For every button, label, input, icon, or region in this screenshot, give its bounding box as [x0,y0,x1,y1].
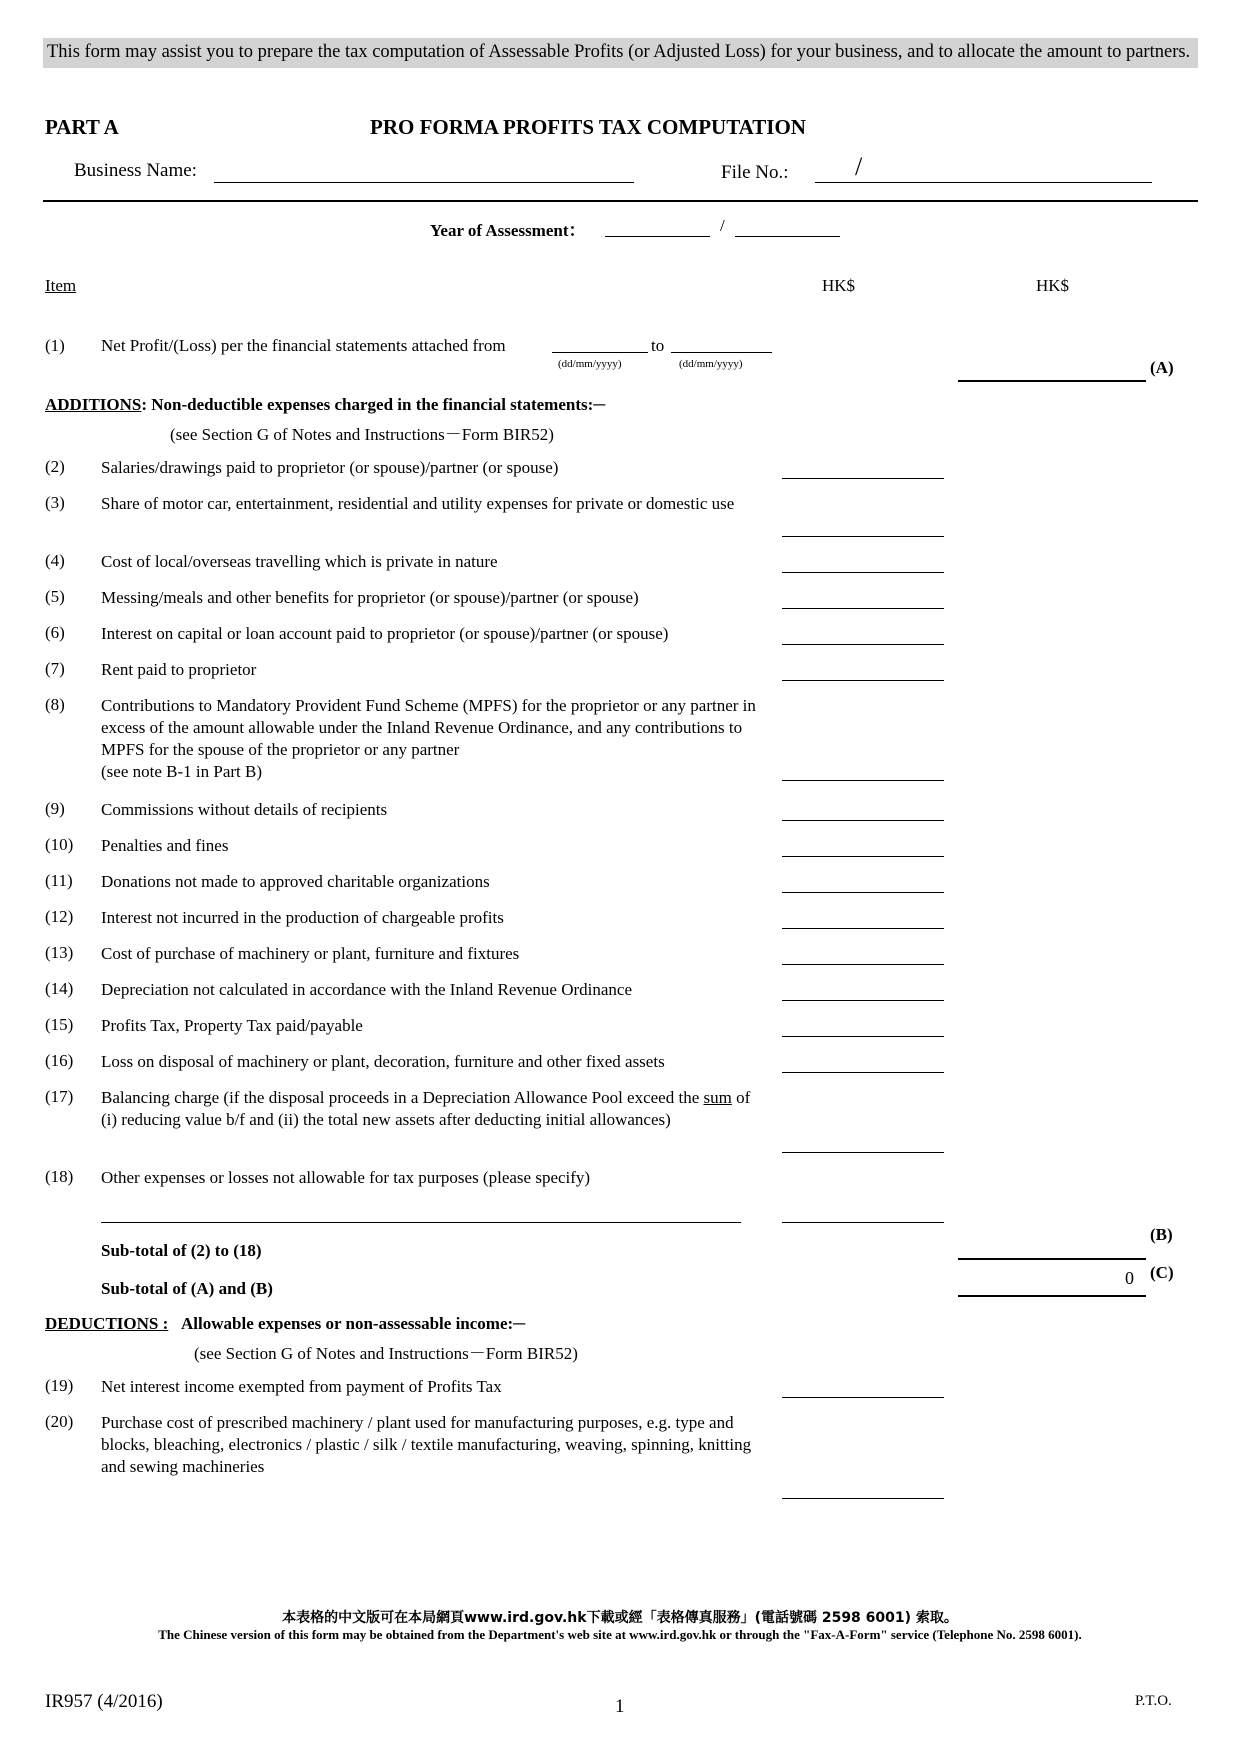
total-field-a[interactable] [958,380,1146,382]
marker-b: (B) [1150,1225,1173,1244]
additions-heading [45,395,605,415]
amount-field[interactable] [782,536,944,537]
date-hint-from: (dd/mm/yyyy) [558,358,622,370]
item-number: (18) [45,1167,74,1186]
column-item-header: Item [45,276,77,295]
amount-field[interactable] [782,1072,944,1073]
item-17-text-underlined: sum [703,1088,732,1107]
item-number: (4) [45,551,65,570]
deductions-subheading: (see Section G of Notes and Instructions－Form BIR52) [194,1344,578,1363]
page-number: 1 [615,1696,625,1717]
item-number: (10) [45,835,74,854]
amount-field[interactable] [782,608,944,609]
item-text: Cost of purchase of machinery or plant, furniture and fixtures [101,944,520,963]
amount-field[interactable] [782,644,944,645]
pto-label: P.T.O. [1135,1693,1172,1709]
item-number: (14) [45,979,74,998]
item-17-text-a: Balancing charge (if the disposal proceeds in a Depreciation Allowance Pool exceed the [101,1088,700,1107]
item-number: (15) [45,1015,74,1034]
part-label: PART A [45,115,119,139]
column-hk-header-2: HK$ [1036,276,1070,295]
amount-field[interactable] [782,780,944,781]
amount-field[interactable] [782,1498,944,1499]
year-of-assessment-label: Year of Assessment： [430,221,586,240]
item-text: Donations not made to approved charitable organizations [101,872,490,891]
deductions-heading-rest: Allowable expenses or non-assessable income:─ [181,1314,526,1333]
item-number: (16) [45,1051,74,1070]
additions-heading-underlined: ADDITIONS [45,395,142,414]
date-hint-to: (dd/mm/yyyy) [679,358,743,370]
amount-field[interactable] [782,1222,944,1223]
subtotal-c-label: Sub-total of (A) and (B) [101,1279,273,1298]
amount-field[interactable] [782,1397,944,1398]
item-text: Net interest income exempted from payment of Profits Tax [101,1377,502,1396]
year-separator: / [720,216,725,235]
year-to-field[interactable] [735,236,840,237]
column-hk-header-1: HK$ [822,276,856,295]
amount-field[interactable] [782,572,944,573]
additions-heading-rest: : Non-deductible expenses charged in the financial statements:─ [141,395,606,414]
item-text: Commissions without details of recipients [101,800,388,819]
item-text: Interest on capital or loan account paid to proprietor (or spouse)/partner (or spouse) [101,624,669,643]
item-text: Purchase cost of prescribed machinery / plant used for manufacturing purposes, e.g. type and blocks, bleaching, electronics / plastic / silk / textile manufacturing, weaving, spinning, knitting and sewing machineries [101,1413,752,1476]
additions-subheading: (see Section G of Notes and Instructions－Form BIR52) [170,425,554,444]
item-text: Contributions to Mandatory Provident Fund Scheme (MPFS) for the proprietor or any partner in excess of the amount allowable under the Inland Revenue Ordinance, and any contributions to MPFS for the spouse of the proprietor or any partner [101,696,756,759]
item-text: Share of motor car, entertainment, residential and utility expenses for private or domestic use [101,494,735,513]
item-text-17 [101,1087,761,1131]
amount-field[interactable] [782,892,944,893]
item-text: Salaries/drawings paid to proprietor (or spouse)/partner (or spouse) [101,458,559,477]
file-no-separator: / [855,152,863,181]
item-number: (6) [45,623,65,642]
marker-a: (A) [1150,358,1174,377]
amount-field[interactable] [782,856,944,857]
item-text: Other expenses or losses not allowable for tax purposes (please specify) [101,1168,591,1187]
item-text: Interest not incurred in the production of chargeable profits [101,908,504,927]
amount-field[interactable] [782,1036,944,1037]
file-no-label: File No.: [721,162,789,183]
amount-field[interactable] [782,680,944,681]
item-number: (9) [45,799,65,818]
date-from-field[interactable] [552,352,648,353]
item-text: Messing/meals and other benefits for proprietor (or spouse)/partner (or spouse) [101,588,639,607]
item-17-text-b: of (i) reducing value b/f and (ii) the total new assets after deducting initial allowances) [101,1088,751,1129]
deductions-heading [45,1314,525,1334]
amount-field[interactable] [782,964,944,965]
item-1-text: Net Profit/(Loss) per the financial statements attached from [101,336,506,355]
item-number: (2) [45,457,65,476]
item-number: (19) [45,1376,74,1395]
marker-c: (C) [1150,1263,1174,1282]
date-to-field[interactable] [671,352,772,353]
form-code: IR957 (4/2016) [45,1691,163,1712]
item-number: (11) [45,871,73,890]
item-number: (1) [45,336,65,355]
footer-chinese-note: 本表格的中文版可在本局網頁www.ird.gov.hk下載或經「表格傳真服務」(電話號碼 2598 6001) 索取。 [282,1610,958,1626]
item-text: Penalties and fines [101,836,229,855]
item-number: (17) [45,1087,74,1106]
amount-field[interactable] [782,928,944,929]
header-divider [43,200,1198,202]
item-text: Loss on disposal of machinery or plant, decoration, furniture and other fixed assets [101,1052,665,1071]
amount-field[interactable] [782,1152,944,1153]
item-text: Profits Tax, Property Tax paid/payable [101,1016,363,1035]
business-name-label: Business Name: [74,160,197,181]
subtotal-c-field[interactable] [958,1295,1146,1297]
footer-english-note: The Chinese version of this form may be obtained from the Department's web site at www.ird.gov.hk or through the "Fax-A-Form" service (Telephone No. 2598 6001). [158,1627,1082,1642]
item-number: (12) [45,907,74,926]
amount-field[interactable] [782,478,944,479]
file-no-field[interactable] [815,182,1152,183]
subtotal-b-field[interactable] [958,1258,1146,1260]
item-number: (3) [45,493,65,512]
specify-field[interactable] [101,1222,741,1223]
item-text-note: (see note B-1 in Part B) [101,762,262,781]
business-name-field[interactable] [214,182,634,183]
item-number: (8) [45,695,65,714]
intro-banner: This form may assist you to prepare the tax computation of Assessable Profits (or Adjusted Loss) for your business, and to allocate the amount to partners. [43,38,1198,68]
item-1-to: to [651,336,665,355]
deductions-heading-underlined: DEDUCTIONS : [45,1314,169,1333]
item-text: Rent paid to proprietor [101,660,257,679]
subtotal-b-label: Sub-total of (2) to (18) [101,1241,262,1260]
subtotal-c-value: 0 [1125,1268,1134,1288]
amount-field[interactable] [782,1000,944,1001]
item-number: (5) [45,587,65,606]
amount-field[interactable] [782,820,944,821]
year-from-field[interactable] [605,236,710,237]
item-number: (7) [45,659,65,678]
item-text: Depreciation not calculated in accordance with the Inland Revenue Ordinance [101,980,633,999]
page-title: PRO FORMA PROFITS TAX COMPUTATION [370,115,806,139]
item-number: (20) [45,1412,74,1431]
item-text: Cost of local/overseas travelling which is private in nature [101,552,498,571]
item-number: (13) [45,943,74,962]
